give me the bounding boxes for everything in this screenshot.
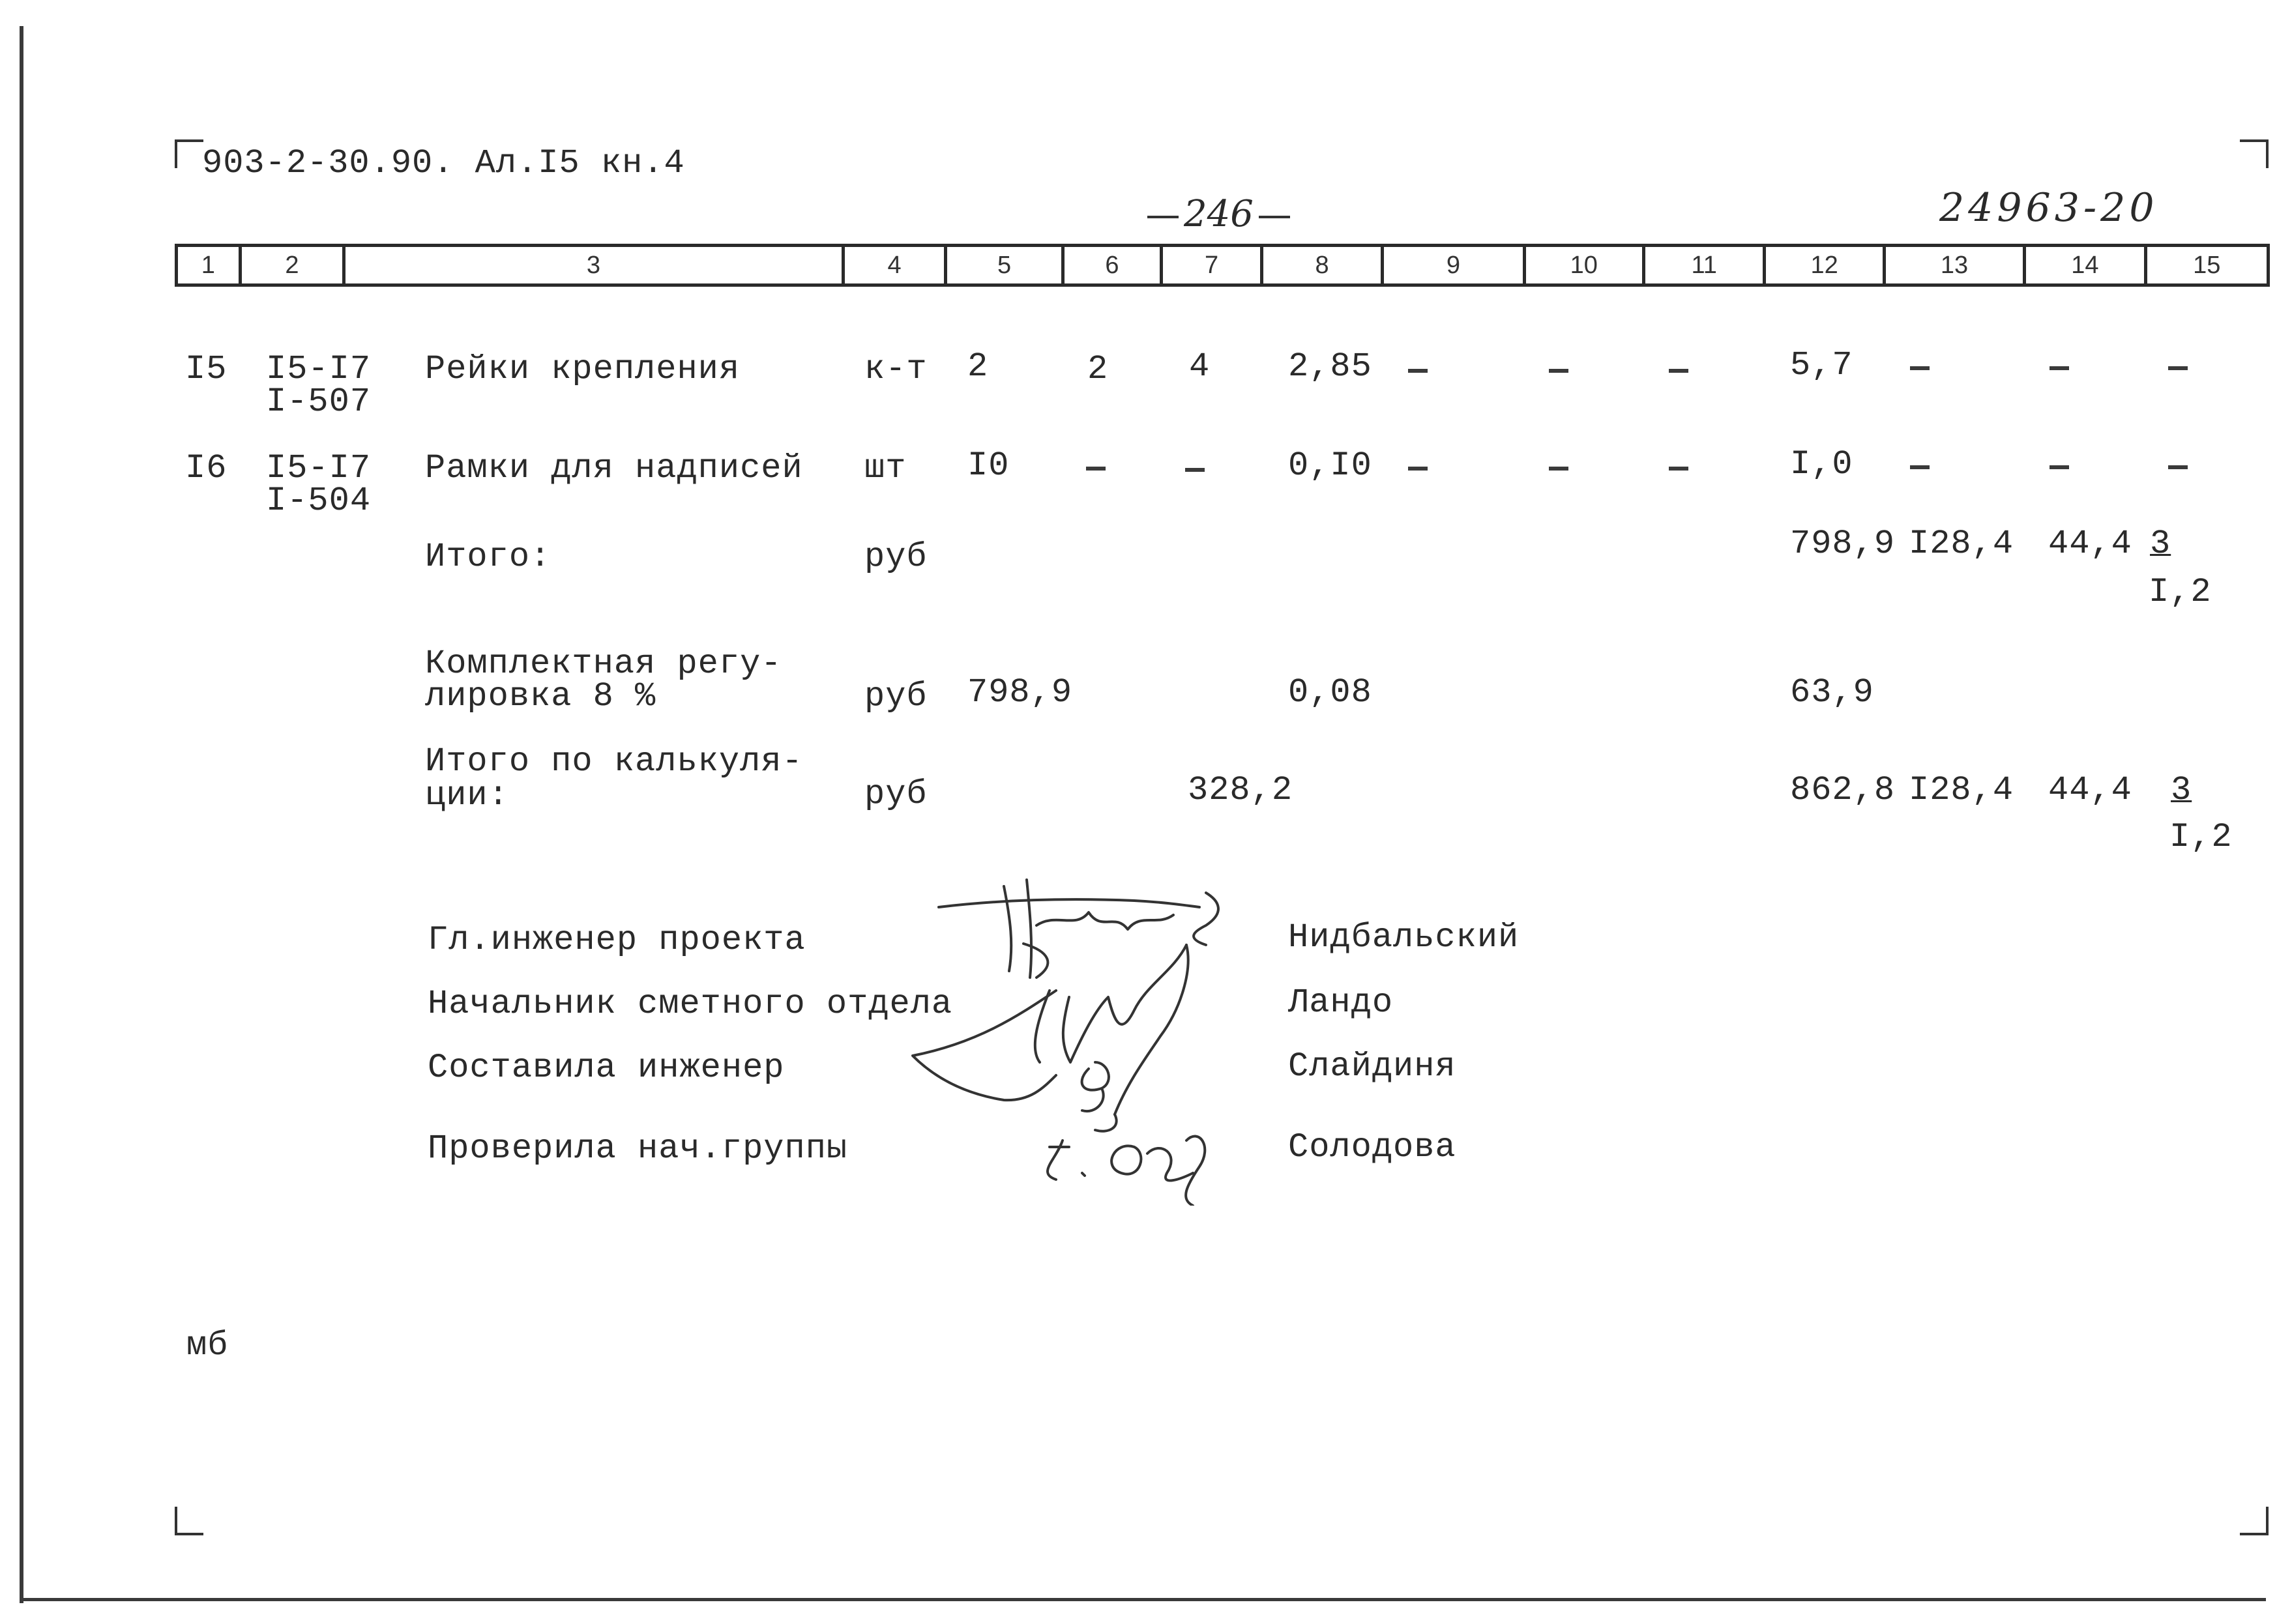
subtotal-col15-top-value: 3 [2150, 525, 2171, 563]
signature-role: Гл.инженер проекта [428, 921, 806, 959]
row-unit: к-т [864, 350, 928, 388]
row-number: I5 [185, 350, 228, 388]
row-name: Рамки для надписей [425, 449, 803, 487]
cell-col11-dash [1669, 369, 1688, 373]
signature-role: Проверила нач.группы [428, 1129, 848, 1168]
header-col-5: 5 [947, 247, 1064, 283]
subtotal-label: Итого: [425, 538, 551, 576]
cell-col5: I0 [967, 446, 1010, 485]
total-label-line2: ции: [425, 776, 509, 815]
adjustment-col5: 798,9 [967, 673, 1073, 712]
total-col15-top [2171, 772, 2192, 809]
adjustment-col12: 63,9 [1790, 673, 1874, 712]
handwritten-signatures-image [900, 867, 1304, 1206]
row-code-line2: I-507 [266, 383, 372, 421]
cell-col12: 5,7 [1790, 346, 1853, 384]
subtotal-col14: 44,4 [2048, 525, 2132, 563]
cell-col6: 2 [1087, 350, 1109, 388]
total-col7: 328,2 [1188, 771, 1293, 809]
page-border-left [20, 26, 23, 1603]
total-col12: 862,8 [1790, 771, 1896, 809]
header-col-8: 8 [1263, 247, 1384, 283]
total-unit: руб [864, 775, 928, 813]
adjustment-col8: 0,08 [1288, 673, 1372, 712]
total-col15-bottom: I,2 [2169, 818, 2233, 856]
cell-col10-dash [1549, 369, 1568, 373]
cell-col5: 2 [967, 347, 989, 386]
adjustment-label-line1: Комплектная регу- [425, 645, 782, 683]
total-label-line1: Итого по калькуля- [425, 742, 803, 781]
header-col-9: 9 [1384, 247, 1525, 283]
cell-col13-dash [1910, 465, 1930, 469]
header-col-1: 1 [178, 247, 242, 283]
signature-role: Начальник сметного отдела [428, 985, 953, 1023]
cell-col14-dash [2050, 366, 2069, 370]
cell-col14-dash [2050, 465, 2069, 469]
total-col13: I28,4 [1909, 771, 2014, 809]
corner-mark-bottom-right [2240, 1507, 2269, 1535]
subtotal-col15-top [2150, 525, 2171, 563]
header-col-10: 10 [1526, 247, 1645, 283]
header-col-15: 15 [2193, 251, 2221, 279]
cell-col11-dash [1669, 467, 1688, 471]
document-code: 903-2-30.90. Ал.I5 кн.4 [202, 144, 685, 182]
cell-col15-dash [2168, 366, 2188, 370]
corner-mark-top-left [175, 139, 203, 168]
cell-col8: 2,85 [1288, 347, 1372, 386]
row-name: Рейки крепления [425, 350, 741, 388]
signature-name: Ландо [1288, 983, 1394, 1022]
adjustment-label-line2: лировка 8 % [425, 677, 656, 716]
header-col-4: 4 [845, 247, 948, 283]
cell-col12: I,0 [1790, 445, 1853, 484]
cell-col6-dash [1086, 467, 1106, 471]
cell-col7-dash [1185, 468, 1205, 472]
page-number-value: 246 [1184, 193, 1254, 235]
row-code-line1: I5-I7 [266, 449, 372, 487]
corner-mark-bottom-left [175, 1507, 203, 1535]
row-unit: шт [864, 449, 907, 487]
table-header-row [175, 244, 2270, 287]
subtotal-col12: 798,9 [1790, 525, 1896, 563]
subtotal-col15-bottom: I,2 [2149, 573, 2212, 611]
header-col-6: 6 [1065, 247, 1164, 283]
cell-col10-dash [1549, 467, 1568, 471]
corner-mark-top-right [2240, 139, 2269, 168]
cell-col7: 4 [1189, 347, 1211, 386]
page-border-bottom [23, 1598, 2266, 1601]
signature-role: Составила инженер [428, 1049, 785, 1087]
cell-col13-dash [1910, 366, 1930, 370]
cell-col8: 0,I0 [1288, 446, 1372, 485]
signature-name: Нидбальский [1288, 918, 1520, 957]
total-col15-top-value: 3 [2171, 771, 2192, 809]
subtotal-col13: I28,4 [1909, 525, 2014, 563]
row-code-line2: I-504 [266, 482, 372, 520]
row-code-line1: I5-I7 [266, 350, 372, 388]
adjustment-unit: руб [864, 677, 928, 716]
header-col-11: 11 [1645, 247, 1766, 283]
header-col-3: 3 [345, 247, 845, 283]
signature-name: Слайдиня [1288, 1047, 1456, 1086]
page-number [1147, 193, 1290, 235]
total-col14: 44,4 [2048, 771, 2132, 809]
header-col-12: 12 [1766, 247, 1885, 283]
header-col-14: 14 [2026, 247, 2147, 283]
inventory-number: 24963-20 [1939, 185, 2158, 231]
cell-col15-dash [2168, 465, 2188, 469]
footer-mark: мб [186, 1326, 229, 1365]
subtotal-unit: руб [864, 538, 928, 576]
header-col-13: 13 [1886, 247, 2026, 283]
header-col-2: 2 [242, 247, 346, 283]
signature-name: Солодова [1288, 1128, 1456, 1167]
header-col-7: 7 [1163, 247, 1263, 283]
row-number: I6 [185, 449, 228, 487]
cell-col9-dash [1408, 467, 1428, 471]
cell-col9-dash [1408, 369, 1428, 373]
